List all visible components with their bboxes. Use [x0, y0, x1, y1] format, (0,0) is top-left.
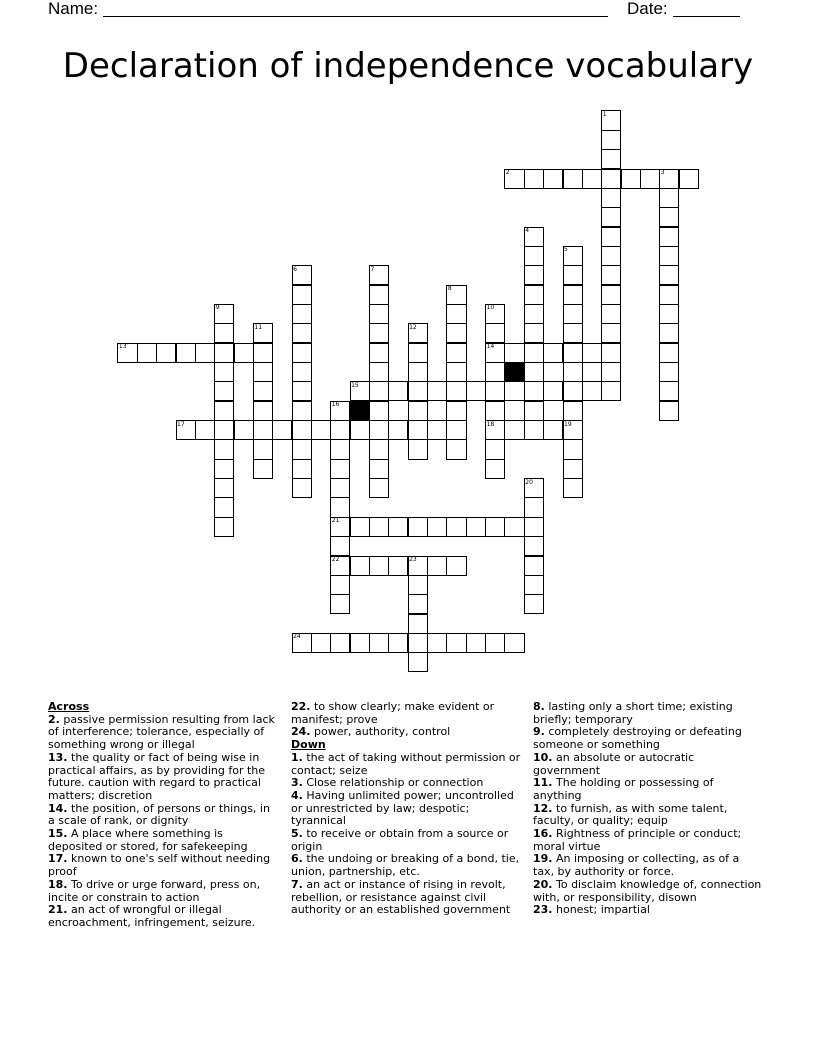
grid-cell[interactable]: [292, 401, 312, 421]
clue-number: 10: [486, 304, 495, 312]
grid-cell[interactable]: [524, 517, 544, 537]
across-clue: [48, 714, 278, 752]
grid-cell[interactable]: [524, 169, 544, 189]
grid-cell[interactable]: [563, 401, 583, 421]
grid-cell[interactable]: [176, 343, 196, 363]
clue-number: 14: [486, 343, 495, 351]
grid-cell[interactable]: [504, 343, 524, 363]
down-clue: [291, 828, 521, 853]
grid-cell[interactable]: [408, 575, 428, 595]
grid-cell[interactable]: [563, 381, 583, 401]
clue-number-label: 8.: [533, 700, 545, 713]
grid-cell[interactable]: [388, 381, 408, 401]
grid-cell[interactable]: [543, 169, 563, 189]
grid-cell[interactable]: [582, 381, 602, 401]
grid-cell[interactable]: [601, 130, 621, 150]
clue-number-label: 17.: [48, 852, 68, 866]
grid-cell[interactable]: [504, 381, 524, 401]
grid-cell[interactable]: [524, 594, 544, 614]
grid-cell[interactable]: [214, 478, 234, 498]
grid-cell[interactable]: [563, 265, 583, 285]
grid-cell[interactable]: [369, 517, 389, 537]
grid-cell[interactable]: [563, 323, 583, 343]
grid-cell[interactable]: [659, 362, 679, 382]
black-square: [350, 401, 370, 421]
grid-cell[interactable]: [601, 343, 621, 363]
grid-cell[interactable]: [446, 401, 466, 421]
grid-cell[interactable]: [563, 343, 583, 363]
grid-cell[interactable]: [330, 575, 350, 595]
down-heading: Down: [291, 738, 326, 752]
clue-number-label: 11.: [533, 776, 553, 790]
clue-number-label: 10.: [533, 750, 553, 764]
grid-cell[interactable]: [253, 381, 273, 401]
grid-cell[interactable]: [659, 265, 679, 285]
down-clue: [533, 701, 763, 726]
grid-cell[interactable]: [485, 362, 505, 382]
down-clue: [291, 879, 521, 917]
grid-cell[interactable]: [253, 343, 273, 363]
grid-cell[interactable]: [446, 304, 466, 324]
grid-cell[interactable]: [408, 381, 428, 401]
grid-cell[interactable]: [388, 420, 408, 440]
clue-number: 9: [215, 304, 220, 312]
grid-cell[interactable]: [214, 323, 234, 343]
grid-cell[interactable]: [601, 323, 621, 343]
grid-cell[interactable]: [214, 517, 234, 537]
grid-cell[interactable]: [408, 343, 428, 363]
grid-cell[interactable]: [292, 478, 312, 498]
grid-cell[interactable]: [292, 285, 312, 305]
grid-cell[interactable]: [485, 517, 505, 537]
black-square: [504, 362, 524, 382]
grid-cell[interactable]: [214, 497, 234, 517]
grid-cell[interactable]: [369, 323, 389, 343]
grid-cell[interactable]: [659, 381, 679, 401]
grid-cell[interactable]: [524, 420, 544, 440]
grid-cell[interactable]: [446, 362, 466, 382]
grid-cell[interactable]: [601, 285, 621, 305]
grid-cell[interactable]: [311, 633, 331, 653]
grid-cell[interactable]: [659, 227, 679, 247]
grid-cell[interactable]: [253, 362, 273, 382]
grid-cell[interactable]: [524, 536, 544, 556]
grid-cell[interactable]: [601, 381, 621, 401]
grid-cell[interactable]: [388, 633, 408, 653]
clues-column-3: [533, 701, 763, 917]
grid-cell[interactable]: [563, 362, 583, 382]
grid-cell[interactable]: [427, 381, 447, 401]
grid-cell[interactable]: [524, 362, 544, 382]
grid-cell[interactable]: [330, 594, 350, 614]
grid-cell[interactable]: [446, 439, 466, 459]
clue-text: Having unlimited power; uncontrolled or unrestricted by law; despotic; tyrannical: [291, 788, 514, 828]
grid-cell[interactable]: [659, 207, 679, 227]
grid-cell[interactable]: [408, 420, 428, 440]
clue-text: to receive or obtain from a source or origin: [291, 827, 509, 853]
grid-cell[interactable]: [369, 381, 389, 401]
grid-cell[interactable]: [369, 420, 389, 440]
grid-cell[interactable]: [427, 633, 447, 653]
grid-cell[interactable]: [253, 439, 273, 459]
name-label: Name:: [48, 0, 99, 18]
clue-number: 11: [254, 323, 263, 331]
grid-cell[interactable]: [427, 517, 447, 537]
grid-cell[interactable]: [253, 401, 273, 421]
grid-cell[interactable]: [388, 556, 408, 576]
grid-cell[interactable]: [214, 343, 234, 363]
clue-number: 5: [564, 246, 568, 254]
clue-number-label: 9.: [533, 725, 545, 739]
clue-text: A place where something is deposited or stored, for safekeeping: [48, 827, 248, 853]
grid-cell[interactable]: [292, 439, 312, 459]
grid-cell[interactable]: [253, 420, 273, 440]
grid-cell[interactable]: [214, 401, 234, 421]
grid-cell[interactable]: [330, 536, 350, 556]
grid-cell[interactable]: [195, 420, 215, 440]
clue-text: To disclaim knowledge of, connection with, or responsibility, disown: [533, 877, 762, 904]
clue-text: lasting only a short time; existing briefly; temporary: [533, 700, 733, 726]
clue-number-label: 3.: [291, 776, 303, 790]
down-clue: [291, 853, 521, 878]
clues-column-1: [48, 701, 278, 930]
clues-column-2: [291, 701, 521, 917]
grid-cell[interactable]: [369, 401, 389, 421]
clue-number: 8: [447, 285, 452, 293]
grid-cell[interactable]: [659, 401, 679, 421]
across-clue: [48, 904, 278, 929]
clue-number-label: 22.: [291, 700, 311, 713]
grid-cell[interactable]: [466, 633, 486, 653]
across-clue: [48, 803, 278, 828]
across-clues-part-2: [291, 701, 521, 739]
grid-cell[interactable]: [292, 362, 312, 382]
grid-cell[interactable]: [524, 497, 544, 517]
grid-cell[interactable]: [659, 285, 679, 305]
grid-cell[interactable]: [582, 169, 602, 189]
clue-text: to furnish, as with some talent, faculty, or quality; equip: [533, 801, 728, 828]
grid-cell[interactable]: [369, 304, 389, 324]
grid-cell[interactable]: [659, 246, 679, 266]
grid-cell[interactable]: [563, 439, 583, 459]
clue-number-label: 20.: [533, 877, 553, 891]
grid-cell[interactable]: [350, 556, 370, 576]
across-clue: [48, 853, 278, 878]
clue-number-label: 7.: [291, 877, 303, 891]
down-clue: [291, 752, 521, 777]
grid-cell[interactable]: [601, 246, 621, 266]
grid-cell[interactable]: [524, 575, 544, 595]
clue-number: 3: [660, 169, 665, 176]
across-clue: [291, 701, 521, 726]
grid-cell[interactable]: [563, 459, 583, 479]
across-clue: [48, 752, 278, 803]
clue-text: honest; impartial: [556, 903, 650, 917]
clue-number-label: 16.: [533, 827, 553, 841]
grid-cell[interactable]: [137, 343, 157, 363]
clue-text: to show clearly; make evident or manifest; prove: [291, 700, 495, 726]
grid-cell[interactable]: [330, 497, 350, 517]
grid-cell[interactable]: [485, 323, 505, 343]
grid-cell[interactable]: [563, 304, 583, 324]
grid-cell[interactable]: [292, 343, 312, 363]
grid-cell[interactable]: [601, 188, 621, 208]
grid-cell[interactable]: [369, 478, 389, 498]
grid-cell[interactable]: [408, 633, 428, 653]
grid-cell[interactable]: [408, 517, 428, 537]
clue-number-label: 2.: [48, 712, 60, 726]
grid-cell[interactable]: [272, 420, 292, 440]
down-clue: [533, 803, 763, 828]
grid-cell[interactable]: [446, 381, 466, 401]
grid-cell[interactable]: [214, 362, 234, 382]
clue-number-label: 4.: [291, 788, 303, 802]
grid-cell[interactable]: [524, 381, 544, 401]
down-clue: [533, 904, 763, 917]
clue-number: 23: [409, 556, 417, 563]
grid-cell[interactable]: [214, 439, 234, 459]
grid-cell[interactable]: [369, 556, 389, 576]
grid-cell[interactable]: [466, 381, 486, 401]
clue-text: power, authority, control: [314, 725, 451, 739]
grid-cell[interactable]: [195, 343, 215, 363]
clue-number-label: 5.: [291, 827, 303, 841]
clue-number: 1: [602, 110, 607, 118]
clue-number-label: 6.: [291, 852, 303, 866]
clue-number: 6: [293, 265, 297, 273]
down-clues-part-1: [291, 752, 521, 917]
grid-cell[interactable]: [659, 323, 679, 343]
grid-cell[interactable]: [640, 169, 660, 189]
grid-cell[interactable]: [234, 420, 254, 440]
down-clue: [533, 853, 763, 878]
clue-text: An imposing or collecting, as of a tax, by authority or force.: [533, 852, 740, 879]
grid-cell[interactable]: [350, 420, 370, 440]
clue-number-label: 13.: [48, 750, 68, 764]
across-clue: [48, 879, 278, 904]
grid-cell[interactable]: [330, 439, 350, 459]
grid-cell[interactable]: [369, 285, 389, 305]
grid-cell[interactable]: [601, 362, 621, 382]
grid-cell[interactable]: [504, 420, 524, 440]
down-clue: [533, 828, 763, 853]
grid-cell[interactable]: [311, 420, 331, 440]
clue-number: 2: [505, 169, 510, 176]
grid-cell[interactable]: [524, 323, 544, 343]
clue-text: To drive or urge forward, press on, incite or constrain to action: [48, 877, 261, 904]
grid-cell[interactable]: [601, 265, 621, 285]
grid-cell[interactable]: [427, 420, 447, 440]
clue-number: 16: [331, 401, 340, 409]
grid-cell[interactable]: [292, 459, 312, 479]
grid-cell[interactable]: [659, 304, 679, 324]
clue-number-label: 14.: [48, 801, 68, 815]
grid-cell[interactable]: [446, 633, 466, 653]
grid-cell[interactable]: [543, 343, 563, 363]
grid-cell[interactable]: [601, 207, 621, 227]
across-clues-part-1: [48, 714, 278, 930]
clue-number: 19: [564, 420, 572, 428]
grid-cell[interactable]: [659, 188, 679, 208]
grid-cell[interactable]: [659, 343, 679, 363]
grid-cell[interactable]: [621, 169, 641, 189]
grid-cell[interactable]: [408, 614, 428, 634]
clue-number-label: 1.: [291, 750, 303, 764]
date-label: Date:: [627, 0, 668, 18]
grid-cell[interactable]: [524, 265, 544, 285]
grid-cell[interactable]: [214, 420, 234, 440]
clue-number: 13: [118, 343, 127, 351]
down-clue: [533, 752, 763, 777]
grid-cell[interactable]: [446, 517, 466, 537]
grid-cell[interactable]: [601, 227, 621, 247]
grid-cell[interactable]: [524, 285, 544, 305]
clue-number: 24: [293, 633, 301, 641]
grid-cell[interactable]: [601, 304, 621, 324]
grid-cell[interactable]: [408, 362, 428, 382]
grid-cell[interactable]: [408, 652, 428, 672]
clue-text: an act of wrongful or illegal encroachment, infringement, seizure.: [48, 903, 256, 929]
grid-cell[interactable]: [214, 381, 234, 401]
clue-text: an absolute or autocratic government: [533, 750, 695, 777]
clue-number: 20: [525, 478, 533, 486]
grid-cell[interactable]: [388, 517, 408, 537]
grid-cell[interactable]: [601, 169, 621, 189]
grid-cell[interactable]: [330, 459, 350, 479]
clue-number: 18: [486, 420, 495, 428]
clue-text: Close relationship or connection: [306, 776, 484, 790]
grid-cell[interactable]: [485, 381, 505, 401]
grid-cell[interactable]: [485, 401, 505, 421]
grid-cell[interactable]: [485, 459, 505, 479]
page-title: Declaration of independence vocabulary: [62, 46, 754, 86]
clue-text: the undoing or breaking of a bond, tie, union, partnership, etc.: [291, 852, 520, 879]
grid-cell[interactable]: [543, 381, 563, 401]
grid-cell[interactable]: [427, 556, 447, 576]
grid-cell[interactable]: [408, 401, 428, 421]
grid-cell[interactable]: [292, 304, 312, 324]
grid-cell[interactable]: [253, 459, 273, 479]
grid-cell[interactable]: [446, 343, 466, 363]
down-clue: [533, 726, 763, 751]
clue-text: the act of taking without permission or contact; seize: [291, 750, 521, 777]
grid-cell[interactable]: [601, 149, 621, 169]
clue-number: 22: [331, 556, 340, 563]
clue-number: 17: [177, 420, 185, 428]
grid-cell[interactable]: [504, 633, 524, 653]
grid-cell[interactable]: [369, 633, 389, 653]
clue-number: 4: [525, 227, 530, 234]
grid-cell[interactable]: [408, 439, 428, 459]
down-clue: [291, 790, 521, 828]
grid-cell[interactable]: [292, 323, 312, 343]
clue-number: 7: [370, 265, 375, 273]
grid-cell[interactable]: [408, 594, 428, 614]
down-clues-part-2: [533, 701, 763, 917]
grid-cell[interactable]: [234, 343, 254, 363]
grid-cell[interactable]: [292, 420, 312, 440]
clue-number: 21: [331, 517, 340, 525]
grid-cell[interactable]: [330, 633, 350, 653]
clue-number: 12: [409, 323, 417, 331]
clue-text: known to one's self without needing proof: [48, 852, 271, 879]
clue-text: completely destroying or defeating someone or something: [533, 725, 742, 752]
grid-cell[interactable]: [485, 439, 505, 459]
grid-cell[interactable]: [369, 343, 389, 363]
grid-cell[interactable]: [543, 420, 563, 440]
down-clue: [533, 777, 763, 802]
clue-number-label: 19.: [533, 852, 553, 866]
grid-cell[interactable]: [485, 633, 505, 653]
clue-number-label: 21.: [48, 903, 68, 917]
down-clue: [533, 879, 763, 904]
grid-cell[interactable]: [446, 420, 466, 440]
grid-cell[interactable]: [524, 304, 544, 324]
clue-text: an act or instance of rising in revolt, rebellion, or resistance against civil authority or an established government: [291, 877, 511, 917]
clue-text: the position, of persons or things, in a scale of rank, or dignity: [48, 801, 270, 828]
clue-number-label: 15.: [48, 827, 68, 841]
grid-cell[interactable]: [350, 517, 370, 537]
grid-cell[interactable]: [563, 285, 583, 305]
clue-number-label: 23.: [533, 903, 553, 917]
grid-cell[interactable]: [156, 343, 176, 363]
clue-number: 15: [351, 381, 359, 389]
clue-number-label: 18.: [48, 877, 68, 891]
grid-cell[interactable]: [350, 633, 370, 653]
grid-cell[interactable]: [524, 343, 544, 363]
across-clue: [48, 828, 278, 853]
grid-cell[interactable]: [330, 478, 350, 498]
grid-cell[interactable]: [292, 381, 312, 401]
clue-text: passive permission resulting from lack of interference; tolerance, especially of something wrong or illegal: [48, 712, 275, 752]
grid-cell[interactable]: [466, 517, 486, 537]
grid-cell[interactable]: [369, 362, 389, 382]
grid-cell[interactable]: [563, 169, 583, 189]
grid-cell[interactable]: [369, 459, 389, 479]
grid-cell[interactable]: [369, 439, 389, 459]
grid-cell[interactable]: [563, 478, 583, 498]
clue-text: The holding or possessing of anything: [533, 776, 714, 802]
grid-cell[interactable]: [330, 420, 350, 440]
clue-text: the quality or fact of being wise in practical affairs, as by providing for the future. caution with regard to practical matters; discretion: [48, 750, 266, 802]
grid-cell[interactable]: [214, 459, 234, 479]
grid-cell[interactable]: [524, 401, 544, 421]
grid-cell[interactable]: [679, 169, 699, 189]
grid-cell[interactable]: [446, 323, 466, 343]
grid-cell[interactable]: [524, 246, 544, 266]
clue-number-label: 24.: [291, 725, 311, 739]
grid-cell[interactable]: [504, 517, 524, 537]
across-heading: Across: [48, 700, 90, 713]
clue-number-label: 12.: [533, 801, 553, 815]
clue-text: Rightness of principle or conduct; moral virtue: [533, 827, 742, 853]
grid-cell[interactable]: [582, 343, 602, 363]
grid-cell[interactable]: [524, 556, 544, 576]
grid-cell[interactable]: [446, 556, 466, 576]
